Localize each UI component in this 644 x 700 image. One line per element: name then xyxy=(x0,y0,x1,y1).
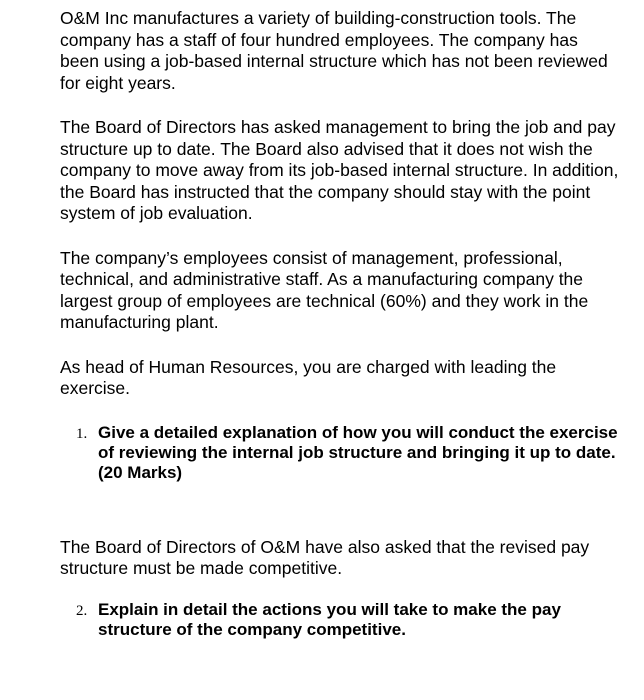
question-2 xyxy=(76,600,620,640)
question-1-number: 1. xyxy=(76,425,88,442)
intro-paragraph: O&M Inc manufactures a variety of building-construction tools. The company has a staff of four hundred employees. The company has been using a job-based internal structure which has not been reviewed for eight years. xyxy=(60,8,608,93)
question-2-text: Explain in detail the actions you will take to make the pay structure of the company competitive. xyxy=(98,599,561,639)
competitive-pay-paragraph: The Board of Directors of O&M have also asked that the revised pay structure must be made competitive. xyxy=(60,536,590,578)
question-1 xyxy=(76,423,620,483)
employees-paragraph: The company’s employees consist of management, professional, technical, and administrative staff. As a manufacturing company the largest group of employees are technical (60%) and they work in the manufacturing plant. xyxy=(60,247,589,332)
document-body xyxy=(60,8,620,640)
hr-role-paragraph: As head of Human Resources, you are charged with leading the exercise. xyxy=(60,356,557,398)
question-1-text: Give a detailed explanation of how you will conduct the exercise of reviewing the internal job structure and bringing it up to date. (20 Marks) xyxy=(98,422,618,482)
board-request-paragraph: The Board of Directors has asked management to bring the job and pay structure up to date. The Board also advised that it does not wish the company to move away from its job-based internal structure. In addition, the Board has instructed that the company should stay with the point system of job evaluation. xyxy=(60,117,619,223)
question-2-number: 2. xyxy=(76,602,88,619)
